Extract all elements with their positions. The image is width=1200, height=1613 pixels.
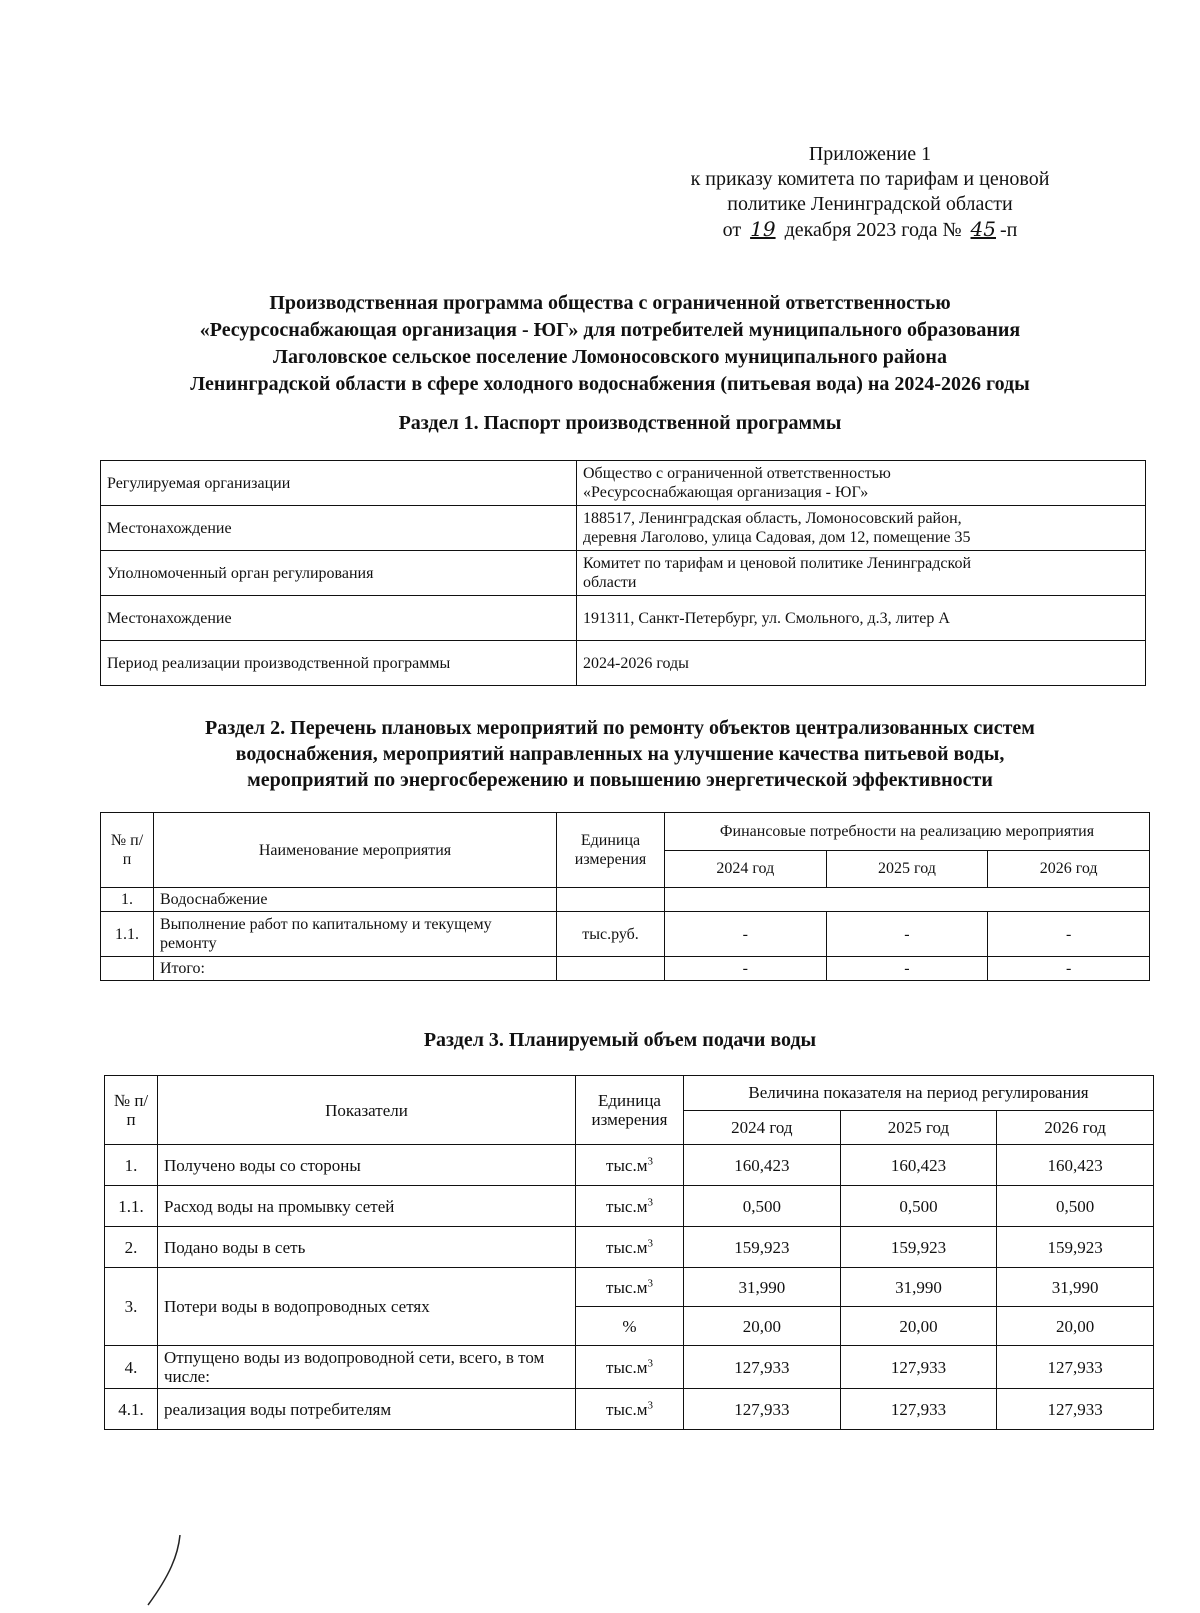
document-title xyxy=(80,290,1140,398)
title-line-3: Лаголовское сельское поселение Ломоносовского муниципального района xyxy=(273,346,947,368)
header-2025: 2025 год xyxy=(826,850,988,888)
passport-label: Уполномоченный орган регулирования xyxy=(101,551,577,596)
table-row: 3. Потери воды в водопроводных сетях $тыс.м^3$ 31,990 31,990 31,990 xyxy=(105,1268,1154,1307)
appendix-line-2: к приказу комитета по тарифам и ценовой xyxy=(690,168,1050,190)
section-3-title: Раздел 3. Планируемый объем подачи воды xyxy=(423,1029,817,1051)
passport-value: 191311, Санкт-Петербург, ул. Смольного, д.3, литер А xyxy=(577,596,1146,641)
header-2026: 2026 год xyxy=(988,850,1150,888)
header-2024: 2024 год xyxy=(684,1110,841,1145)
header-value: Величина показателя на период регулирования xyxy=(684,1076,1154,1111)
measures-table xyxy=(100,812,1150,981)
table-row xyxy=(101,506,1146,551)
table-row: 4. Отпущено воды из водопроводной сети, всего, в том числе: $тыс.м^3$ 127,933 127,933 127,933 xyxy=(105,1346,1154,1389)
header-name: Наименование мероприятия xyxy=(154,813,557,888)
header-num: № п/п xyxy=(105,1076,158,1145)
appendix-header xyxy=(640,142,1100,243)
table-row xyxy=(101,551,1146,596)
header-2024: 2024 год xyxy=(665,850,827,888)
table-header-row xyxy=(101,813,1150,851)
table-row: % 20,00 20,00 20,00 xyxy=(105,1307,1154,1346)
table-row: 1. Водоснабжение xyxy=(101,888,1150,912)
header-2026: 2026 год xyxy=(997,1110,1154,1145)
section-1-title: Раздел 1. Паспорт производственной программы xyxy=(398,412,842,434)
passport-value: 188517, Ленинградская область, Ломоносовский район, деревня Лаголово, улица Садовая, дом 12, помещение 35 xyxy=(577,506,1146,551)
passport-value: 2024-2026 годы xyxy=(577,641,1146,686)
title-line-1: Производственная программа общества с ограниченной ответственностью xyxy=(269,292,951,314)
table-row xyxy=(101,461,1146,506)
passport-label: Местонахождение xyxy=(101,506,577,551)
passport-label: Период реализации производственной программы xyxy=(101,641,577,686)
signature-mark xyxy=(140,1535,200,1610)
passport-table xyxy=(100,460,1146,686)
table-row: 1.1. Расход воды на промывку сетей $тыс.м^3$ 0,500 0,500 0,500 xyxy=(105,1186,1154,1227)
title-line-2: «Ресурсоснабжающая организация - ЮГ» для потребителей муниципального образования xyxy=(199,319,1021,341)
table-row: Итого: - - - xyxy=(101,957,1150,981)
passport-label: Регулируемая организации xyxy=(101,461,577,506)
table-row xyxy=(101,596,1146,641)
table-header-row xyxy=(105,1076,1154,1111)
header-unit: Единица измерения xyxy=(576,1076,684,1145)
header-2025: 2025 год xyxy=(840,1110,997,1145)
passport-value: Общество с ограниченной ответственностью «Ресурсоснабжающая организация - ЮГ» xyxy=(577,461,1146,506)
date-middle: декабря 2023 года № xyxy=(784,219,962,241)
table-row: 2. Подано воды в сеть $тыс.м^3$ 159,923 159,923 159,923 xyxy=(105,1227,1154,1268)
appendix-line-3: политике Ленинградской области xyxy=(727,193,1013,215)
date-prefix: от xyxy=(722,219,742,241)
order-suffix: -п xyxy=(1000,219,1018,241)
header-num: № п/п xyxy=(101,813,154,888)
handwritten-day: 19 xyxy=(750,217,776,241)
table-row: 1.1. Выполнение работ по капитальному и текущему ремонту тыс.руб. - - - xyxy=(101,912,1150,957)
appendix-line-1: Приложение 1 xyxy=(808,143,932,165)
handwritten-order-number: 45 xyxy=(970,217,996,241)
table-row: 4.1. реализация воды потребителям $тыс.м^3$ 127,933 127,933 127,933 xyxy=(105,1389,1154,1430)
header-unit: Единица измерения xyxy=(557,813,665,888)
table-row xyxy=(101,641,1146,686)
appendix-date-line xyxy=(640,217,1100,243)
water-supply-table xyxy=(104,1075,1154,1430)
header-finance: Финансовые потребности на реализацию мероприятия xyxy=(665,813,1150,851)
title-line-4: Ленинградской области в сфере холодного водоснабжения (питьевая вода) на 2024-2026 годы xyxy=(190,373,1030,395)
table-row: 1. Получено воды со стороны $тыс.м^3$ 160,423 160,423 160,423 xyxy=(105,1145,1154,1186)
passport-label: Местонахождение xyxy=(101,596,577,641)
header-indicator: Показатели xyxy=(158,1076,576,1145)
passport-value: Комитет по тарифам и ценовой политике Ленинградской области xyxy=(577,551,1146,596)
section-2-title: Раздел 2. Перечень плановых мероприятий по ремонту объектов централизованных систем водоснабжения, мероприятий направленных на улучшение качества питьевой воды, мероприятий по энергосбережению и повышению энергетической эффективности xyxy=(205,717,1035,791)
